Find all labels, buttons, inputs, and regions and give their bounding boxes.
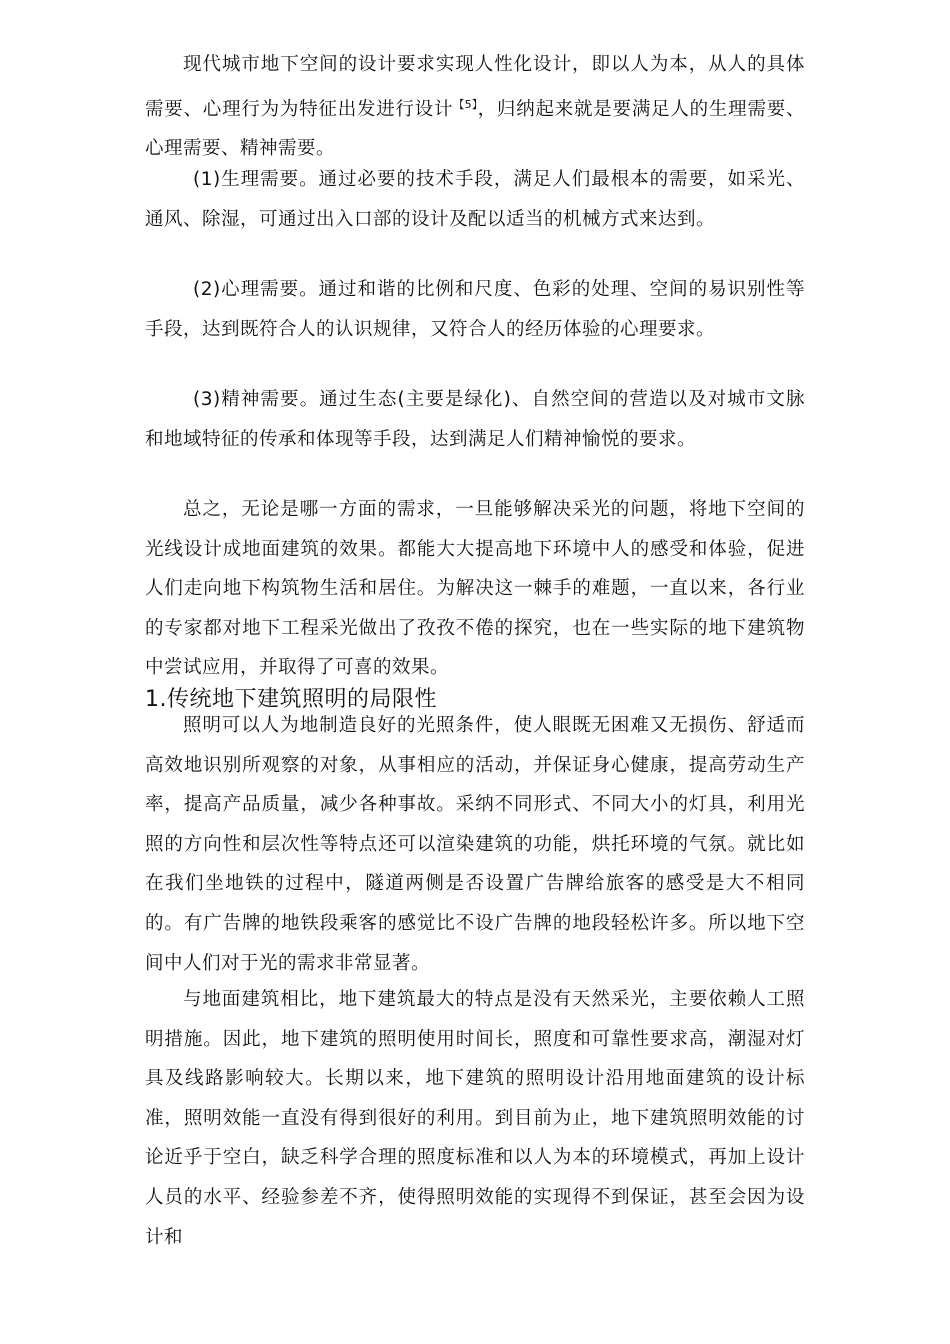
intro-paragraph <box>145 45 805 169</box>
lighting-paragraph: 照明可以人为地制造良好的光照条件，使人眼既无困难又无损伤、舒适而高效地识别所观察的对象，从事相应的活动，并保证身心健康，提高劳动生产率，提高产品质量，减少各种事故。采纳不同形式、不同大小的灯具，利用光照的方向性和层次性等特点还可以渲染建筑的功能，烘托环境的气氛。就比如在我们坐地铁的过程中，隧道两侧是否设置广告牌给旅客的感受是大不相同的。有广告牌的地铁段乘客的感觉比不设广告牌的地段轻松许多。所以地下空间中人们对于光的需求非常显著。 <box>145 715 805 974</box>
physiological-needs-paragraph: (1)生理需要。通过必要的技术手段，满足人们最根本的需要，如采光、通风、除湿，可通过出入口部的设计及配以适当的机械方式来达到。 <box>145 169 805 230</box>
summary-paragraph: 总之，无论是哪一方面的需求，一旦能够解决采光的问题，将地下空间的光线设计成地面建筑的效果。都能大大提高地下环境中人的感受和体验，促进人们走向地下构筑物生活和居住。为解决这一棘手的难题，一直以来，各行业的专家都对地下工程采光做出了孜孜不倦的探究，也在一些实际的地下建筑物中尝试应用，并取得了可喜的效果。 <box>145 499 805 679</box>
section-heading: 1.传统地下建筑照明的局限性 <box>145 687 437 712</box>
psychological-needs-paragraph: (2)心理需要。通过和谐的比例和尺度、色彩的处理、空间的易识别性等手段，达到既符合人的认识规律，又符合人的经历体验的心理要求。 <box>145 279 805 340</box>
intro-text-before-citation: 现代城市地下空间的设计要求实现人性化设计，即以人为本，从人的具体需要、心理行为为特征出发进行设计 <box>145 54 805 120</box>
spiritual-needs-paragraph: (3)精神需要。通过生态(主要是绿化)、自然空间的营造以及对城市文脉和地域特征的传承和体现等手段，达到满足人们精神愉悦的要求。 <box>145 389 805 450</box>
intro-text-after-citation: ，归纳起来就是要满足人的生理需要、心理需要、精神需要。 <box>145 98 805 160</box>
citation-marker: 【5】 <box>453 97 478 111</box>
underground-lighting-paragraph: 与地面建筑相比，地下建筑最大的特点是没有天然采光，主要依赖人工照明措施。因此，地下建筑的照明使用时间长，照度和可靠性要求高，潮湿对灯具及线路影响较大。长期以来，地下建筑的照明设计沿用地面建筑的设计标准，照明效能一直没有得到很好的利用。到目前为止，地下建筑照明效能的讨论近乎于空白，缺乏科学合理的照度标准和以人为本的环境模式，再加上设计人员的水平、经验参差不齐，使得照明效能的实现得不到保证，甚至会因为设计和 <box>145 989 805 1248</box>
